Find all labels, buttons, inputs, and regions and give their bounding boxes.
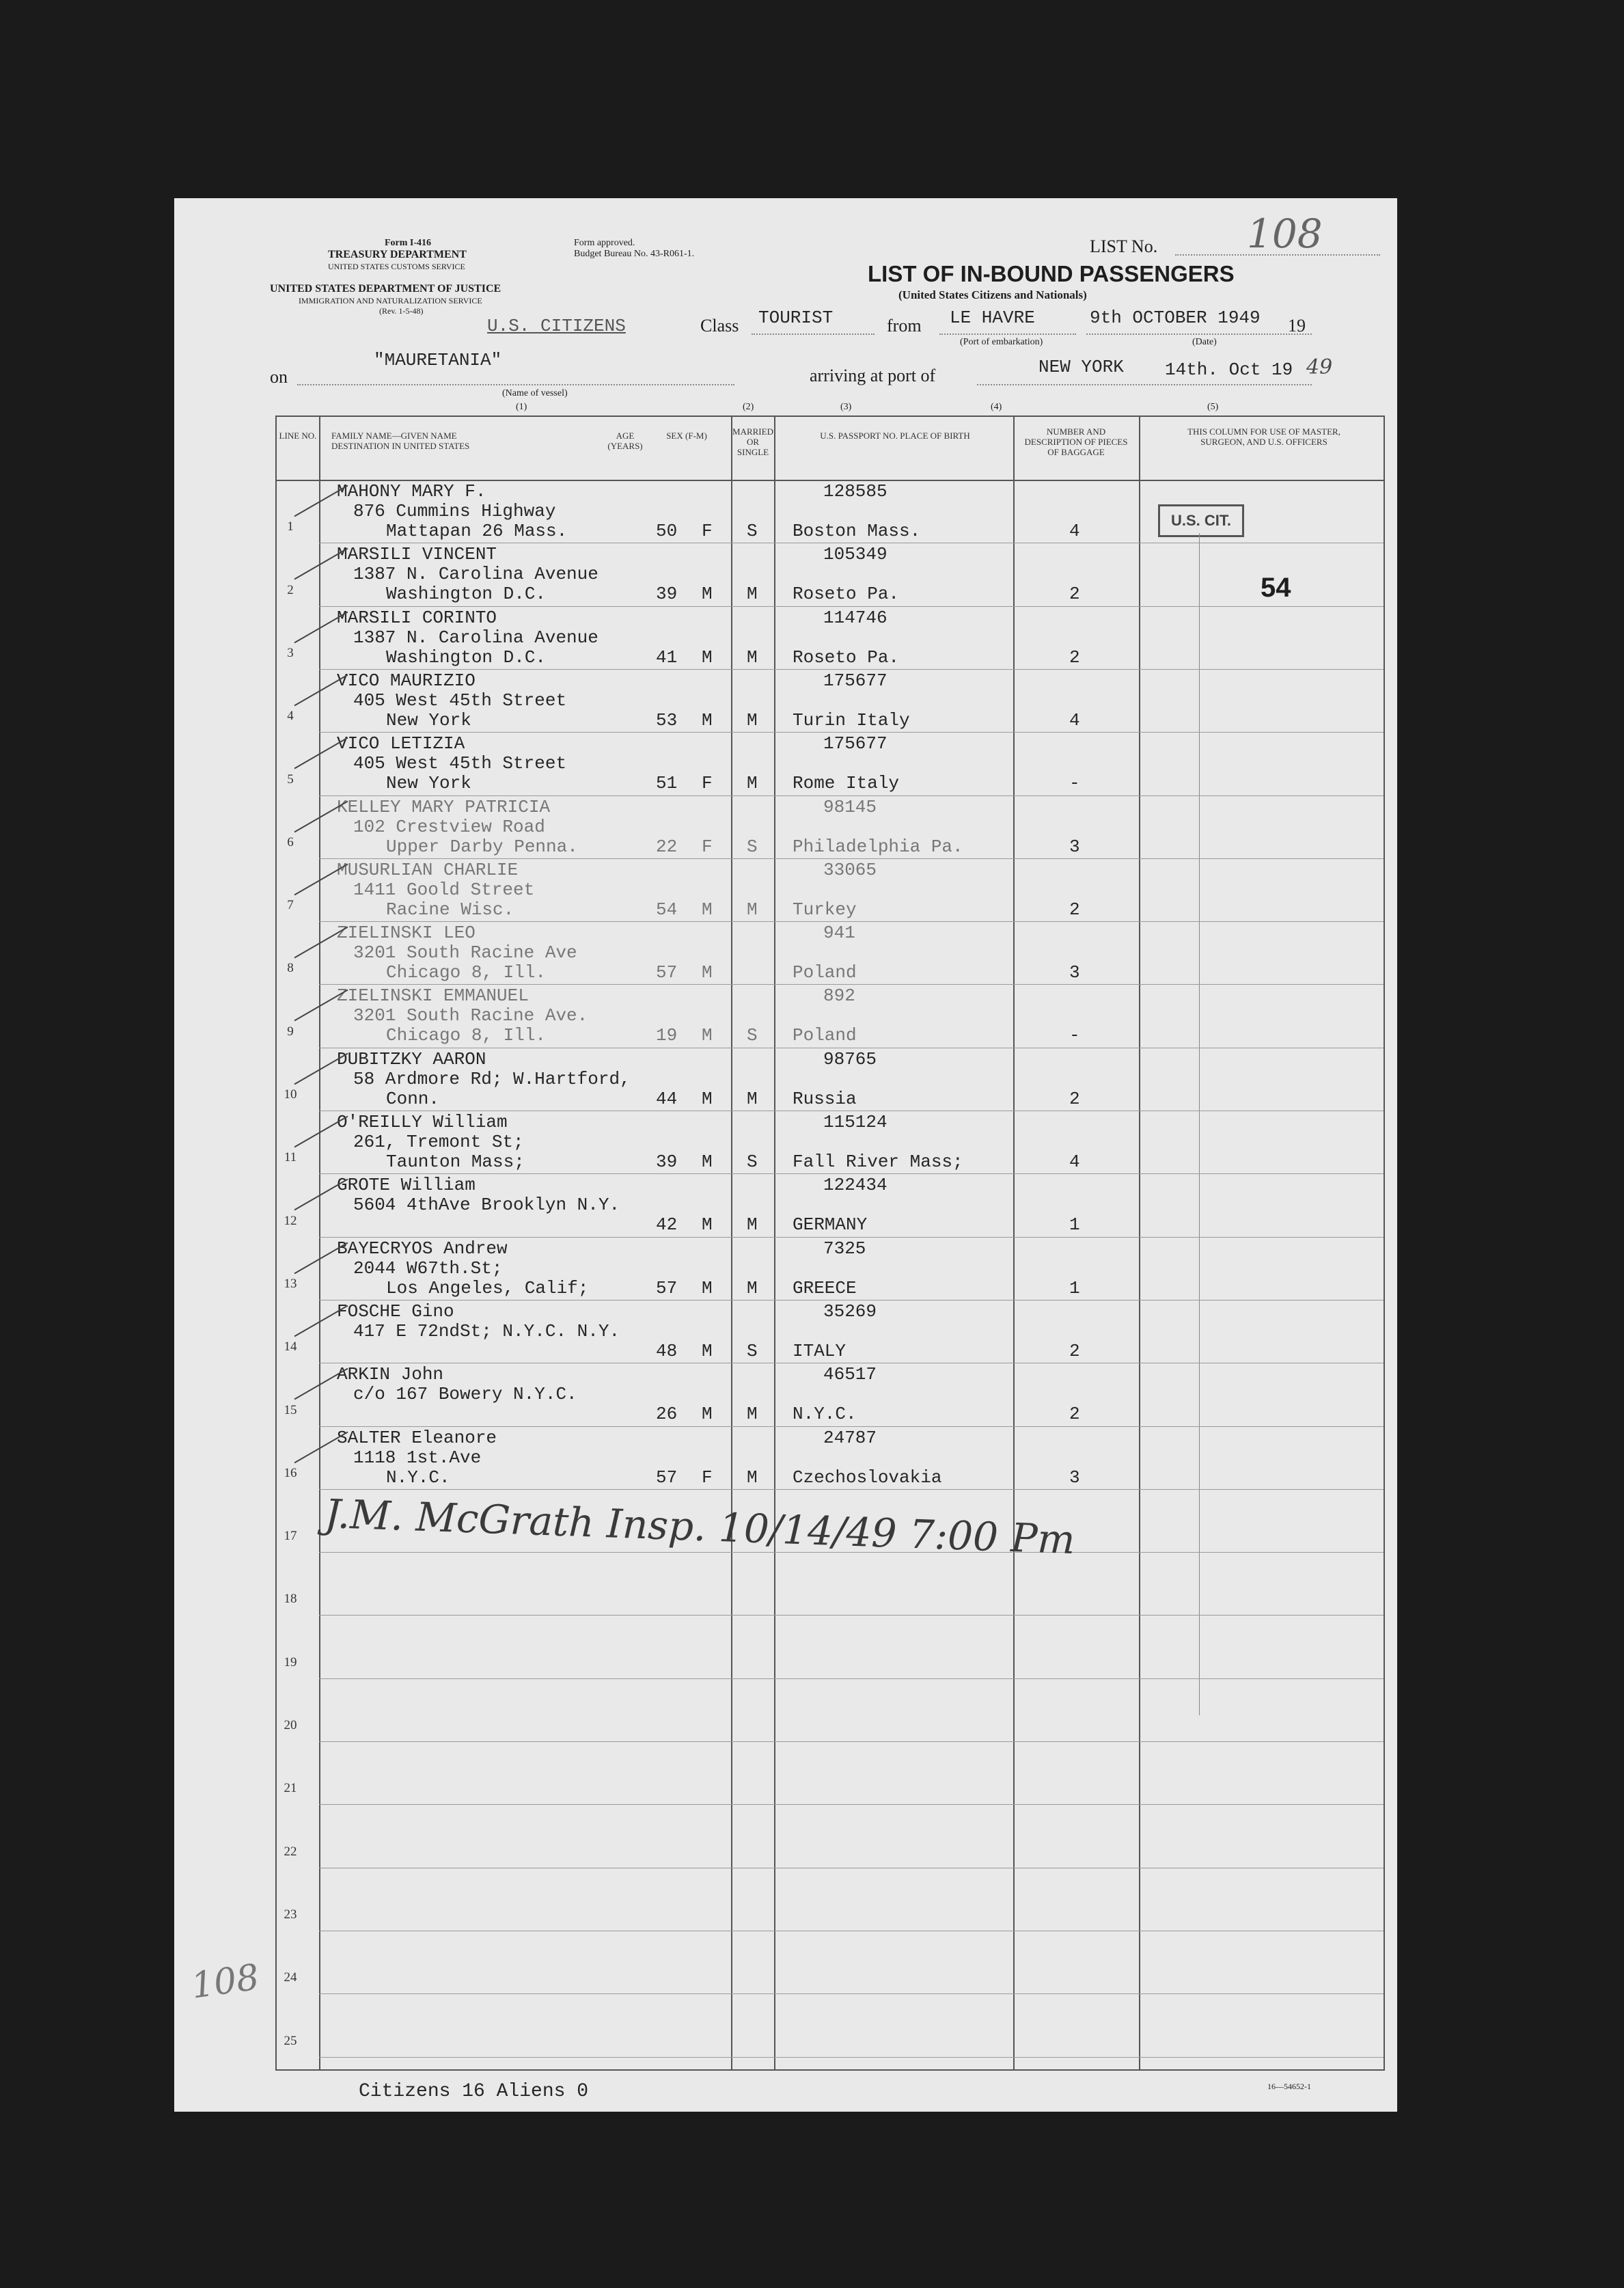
line-number: 25 [284, 2033, 297, 2048]
passenger-sex: M [702, 1152, 713, 1172]
destination-line-1: 58 Ardmore Rd; W.Hartford, [353, 1068, 631, 1089]
line-number: 23 [284, 1907, 297, 1922]
passenger-age: 57 [656, 1277, 678, 1298]
marital-status: S [747, 1340, 758, 1361]
passport-number: 35269 [823, 1300, 877, 1322]
passenger-name: MUSURLIAN CHARLIE [337, 859, 519, 880]
passenger-age: 50 [656, 521, 678, 541]
destination-line-2: Upper Darby Penna. [386, 836, 578, 857]
destination-line-1: 876 Cummins Highway [353, 501, 556, 521]
destination-line-2: New York [386, 709, 471, 731]
print-code: 16—54652-1 [1267, 2082, 1311, 2091]
passenger-sex: M [702, 709, 713, 731]
marital-status: M [747, 1277, 758, 1298]
col-officers-use: THIS COLUMN FOR USE OF MASTER, SURGEON, AND U.S. OFFICERS [1187, 426, 1340, 447]
place-of-birth: Roseto Pa. [793, 646, 900, 668]
form-approved: Form approved. [574, 238, 635, 248]
passport-number: 122434 [823, 1175, 887, 1196]
passport-number: 128585 [823, 481, 887, 502]
place-of-birth: Philadelphia Pa. [793, 836, 963, 857]
budget-bureau: Budget Bureau No. 43-R061-1. [574, 249, 695, 259]
passenger-sex: F [702, 1467, 713, 1488]
from-value: LE HAVRE [950, 308, 1035, 328]
destination-line-2: New York [386, 773, 471, 794]
passenger-age: 39 [656, 1152, 678, 1172]
line-number: 22 [284, 1844, 297, 1859]
justice-label: UNITED STATES DEPARTMENT OF JUSTICE [270, 283, 501, 295]
place-of-birth: Czechoslovakia [793, 1467, 942, 1488]
passenger-sex: M [702, 1214, 713, 1236]
ins-label: IMMIGRATION AND NATURALIZATION SERVICE [299, 296, 482, 305]
passenger-age: 53 [656, 709, 678, 731]
passenger-name: VICO LETIZIA [337, 733, 465, 754]
passenger-sex: M [702, 1088, 713, 1109]
destination-line-1: 3201 South Racine Ave. [353, 1005, 588, 1026]
destination-line-1: 405 West 45th Street [353, 690, 567, 711]
col-passport-birthplace: U.S. PASSPORT NO. PLACE OF BIRTH [820, 431, 970, 441]
passport-number: 175677 [823, 670, 887, 691]
baggage-count: 4 [1069, 1152, 1080, 1172]
line-number: 20 [284, 1718, 297, 1732]
line-number: 10 [284, 1087, 297, 1102]
baggage-count: 4 [1069, 709, 1080, 731]
place-of-birth: GERMANY [793, 1214, 868, 1236]
passenger-name: ZIELINSKI EMMANUEL [337, 985, 529, 1007]
manifest-table [275, 416, 1385, 2071]
marital-status: M [747, 1467, 758, 1488]
passenger-age: 39 [656, 584, 678, 605]
destination-line-1: 405 West 45th Street [353, 753, 567, 774]
baggage-count: - [1069, 1025, 1080, 1046]
baggage-count: 2 [1069, 584, 1080, 605]
destination-line-1: 417 E 72ndSt; N.Y.C. N.Y. [353, 1320, 620, 1342]
col-baggage: NUMBER AND DESCRIPTION OF PIECES OF BAGGAGE [1024, 426, 1128, 457]
totals-footer: Citizens 16 Aliens 0 [359, 2081, 589, 2102]
baggage-count: 4 [1069, 521, 1080, 541]
place-of-birth: GREECE [793, 1277, 857, 1298]
line-number: 14 [284, 1339, 297, 1354]
passenger-sex: M [702, 1340, 713, 1361]
passport-number: 46517 [823, 1364, 877, 1385]
line-number: 11 [284, 1150, 297, 1165]
destination-line-1: 5604 4thAve Brooklyn N.Y. [353, 1195, 620, 1216]
form-title: LIST OF IN-BOUND PASSENGERS [868, 261, 1235, 286]
column-number: (2) [743, 402, 754, 412]
passenger-sex: M [702, 584, 713, 605]
passenger-name: MAHONY MARY F. [337, 481, 486, 502]
customs-label: UNITED STATES CUSTOMS SERVICE [328, 262, 465, 271]
marital-status: M [747, 1088, 758, 1109]
passport-number: 98765 [823, 1048, 877, 1070]
line-number: 2 [287, 582, 294, 597]
destination-line-2: Chicago 8, Ill. [386, 962, 547, 983]
arriving-label: arriving at port of [810, 366, 936, 385]
passenger-sex: M [702, 1277, 713, 1298]
passenger-age: 54 [656, 899, 678, 920]
passenger-sex: F [702, 521, 713, 541]
marital-status: M [747, 1404, 758, 1425]
arrival-year: 49 [1306, 355, 1333, 379]
passenger-name: MARSILI CORINTO [337, 607, 497, 628]
inspector-signature: J.M. McGrath Insp. 10/14/49 7:00 Pm [324, 1490, 1076, 1564]
passport-number: 105349 [823, 544, 887, 565]
destination-line-2: Racine Wisc. [386, 899, 514, 920]
passenger-name: KELLEY MARY PATRICIA [337, 796, 551, 817]
passport-number: 33065 [823, 859, 877, 880]
passenger-name: O'REILLY William [337, 1112, 508, 1132]
col-age: AGE (YEARS) [607, 431, 643, 451]
passenger-sex: F [702, 836, 713, 857]
line-number: 7 [287, 898, 294, 913]
passport-number: 941 [823, 923, 855, 944]
column-number: (4) [991, 402, 1002, 412]
column-number: (1) [516, 402, 527, 412]
passport-number: 175677 [823, 733, 887, 754]
vessel-caption: (Name of vessel) [502, 388, 568, 398]
margin-note: 108 [189, 1957, 262, 2007]
passenger-sex: M [702, 1404, 713, 1425]
passenger-name: DUBITZKY AARON [337, 1048, 486, 1070]
list-no-label: LIST No. [1090, 236, 1158, 256]
column-number: (3) [840, 402, 852, 412]
passenger-manifest-page [174, 198, 1397, 2112]
arrival-port: NEW YORK [1038, 357, 1124, 377]
passport-number: 98145 [823, 796, 877, 817]
marital-status: S [747, 1025, 758, 1046]
col-married: MARRIED OR SINGLE [732, 426, 773, 457]
embarkation-caption: (Port of embarkation) [960, 337, 1043, 347]
list-no-handwritten: 108 [1247, 210, 1323, 257]
place-of-birth: N.Y.C. [793, 1404, 857, 1425]
line-number: 12 [284, 1213, 297, 1228]
place-of-birth: ITALY [793, 1340, 847, 1361]
form-subtitle: (United States Citizens and Nationals) [898, 288, 1087, 301]
destination-line-2: Washington D.C. [386, 646, 547, 668]
baggage-count: 3 [1069, 836, 1080, 857]
baggage-count: 1 [1069, 1277, 1080, 1298]
place-of-birth: Poland [793, 1025, 857, 1046]
place-of-birth: Turin Italy [793, 709, 910, 731]
revision-label: (Rev. 1-5-48) [379, 306, 424, 316]
destination-line-1: 2044 W67th.St; [353, 1257, 503, 1279]
destination-line-2: Chicago 8, Ill. [386, 1025, 547, 1046]
passenger-age: 26 [656, 1404, 678, 1425]
marital-status: S [747, 1152, 758, 1172]
passenger-name: MARSILI VINCENT [337, 544, 497, 565]
column-number: (5) [1207, 402, 1219, 412]
marital-status: M [747, 709, 758, 731]
destination-line-1: 1387 N. Carolina Avenue [353, 564, 598, 585]
line-number: 9 [287, 1024, 294, 1039]
destination-line-1: c/o 167 Bowery N.Y.C. [353, 1384, 577, 1405]
place-of-birth: Russia [793, 1088, 857, 1109]
date-caption: (Date) [1192, 337, 1217, 347]
passenger-age: 44 [656, 1088, 678, 1109]
baggage-count: - [1069, 773, 1080, 794]
arrival-date: 14th. Oct 19 [1165, 359, 1293, 380]
destination-line-2: Washington D.C. [386, 584, 547, 605]
passport-number: 7325 [823, 1238, 866, 1259]
stamp-number: 54 [1261, 573, 1291, 603]
marital-status: M [747, 584, 758, 605]
passenger-name: VICO MAURIZIO [337, 670, 476, 691]
baggage-count: 2 [1069, 646, 1080, 668]
class-label: Class [700, 316, 739, 336]
baggage-count: 3 [1069, 1467, 1080, 1488]
place-of-birth: Poland [793, 962, 857, 983]
destination-line-1: 3201 South Racine Ave [353, 942, 577, 964]
line-number: 6 [287, 834, 294, 849]
passenger-sex: M [702, 646, 713, 668]
baggage-count: 2 [1069, 1404, 1080, 1425]
marital-status: M [747, 773, 758, 794]
line-number: 15 [284, 1402, 297, 1417]
vessel-name: "MAURETANIA" [374, 350, 502, 370]
passport-number: 115124 [823, 1112, 887, 1132]
class-value: TOURIST [758, 308, 834, 328]
passenger-name: GROTE William [337, 1175, 476, 1196]
place-of-birth: Fall River Mass; [793, 1152, 963, 1172]
baggage-count: 2 [1069, 1088, 1080, 1109]
passenger-sex: F [702, 773, 713, 794]
place-of-birth: Turkey [793, 899, 857, 920]
from-label: from [887, 316, 922, 336]
destination-line-1: 1411 Goold Street [353, 879, 535, 900]
passenger-sex: M [702, 962, 713, 983]
passenger-name: ARKIN John [337, 1364, 444, 1385]
destination-line-1: 1387 N. Carolina Avenue [353, 627, 598, 648]
passenger-age: 42 [656, 1214, 678, 1236]
passenger-age: 41 [656, 646, 678, 668]
line-number: 8 [287, 961, 294, 976]
passport-number: 114746 [823, 607, 887, 628]
destination-line-2: N.Y.C. [386, 1467, 450, 1488]
passenger-name: FOSCHE Gino [337, 1300, 454, 1322]
departure-date: 9th OCTOBER 1949 [1090, 308, 1261, 328]
marital-status: S [747, 836, 758, 857]
baggage-count: 3 [1069, 962, 1080, 983]
form-number: Form I-416 [385, 238, 432, 248]
passenger-name: ZIELINSKI LEO [337, 923, 476, 944]
line-number: 24 [284, 1970, 297, 1985]
line-number: 5 [287, 772, 294, 787]
passenger-age: 57 [656, 1467, 678, 1488]
destination-line-2: Conn. [386, 1088, 440, 1109]
passenger-age: 19 [656, 1025, 678, 1046]
col-line-no: LINE NO. [279, 431, 317, 441]
place-of-birth: Boston Mass. [793, 521, 921, 541]
on-label: on [270, 367, 288, 387]
treasury-label: TREASURY DEPARTMENT [328, 249, 467, 260]
destination-line-2: Mattapan 26 Mass. [386, 521, 568, 541]
line-number: 16 [284, 1465, 297, 1480]
line-number: 17 [284, 1529, 297, 1544]
date-suffix: 19 [1288, 316, 1306, 336]
col-name-destination: FAMILY NAME—GIVEN NAME DESTINATION IN UNITED STATES [331, 431, 470, 451]
destination-line-2: Taunton Mass; [386, 1152, 525, 1172]
passenger-age: 57 [656, 962, 678, 983]
baggage-count: 2 [1069, 899, 1080, 920]
destination-line-1: 1118 1st.Ave [353, 1447, 482, 1468]
col-sex: SEX (F-M) [666, 431, 707, 441]
passenger-name: BAYECRYOS Andrew [337, 1238, 508, 1259]
passenger-age: 48 [656, 1340, 678, 1361]
line-number: 13 [284, 1276, 297, 1291]
passport-number: 24787 [823, 1427, 877, 1448]
citizens-label: U.S. CITIZENS [487, 316, 626, 336]
passenger-sex: M [702, 1025, 713, 1046]
destination-line-1: 102 Crestview Road [353, 816, 545, 837]
passport-number: 892 [823, 985, 855, 1007]
marital-status: M [747, 899, 758, 920]
line-number: 1 [287, 519, 294, 534]
marital-status: M [747, 646, 758, 668]
line-number: 3 [287, 645, 294, 660]
line-number: 18 [284, 1592, 297, 1607]
destination-line-1: 261, Tremont St; [353, 1132, 524, 1152]
line-number: 4 [287, 709, 294, 724]
baggage-count: 1 [1069, 1214, 1080, 1236]
place-of-birth: Roseto Pa. [793, 584, 900, 605]
passenger-age: 22 [656, 836, 678, 857]
baggage-count: 2 [1069, 1340, 1080, 1361]
line-number: 21 [284, 1781, 297, 1796]
us-citizen-stamp: U.S. CIT. [1158, 504, 1244, 537]
passenger-name: SALTER Eleanore [337, 1427, 497, 1448]
place-of-birth: Rome Italy [793, 773, 900, 794]
destination-line-2: Los Angeles, Calif; [386, 1277, 589, 1298]
marital-status: M [747, 1214, 758, 1236]
passenger-sex: M [702, 899, 713, 920]
passenger-age: 51 [656, 773, 678, 794]
line-number: 19 [284, 1654, 297, 1670]
marital-status: S [747, 521, 758, 541]
